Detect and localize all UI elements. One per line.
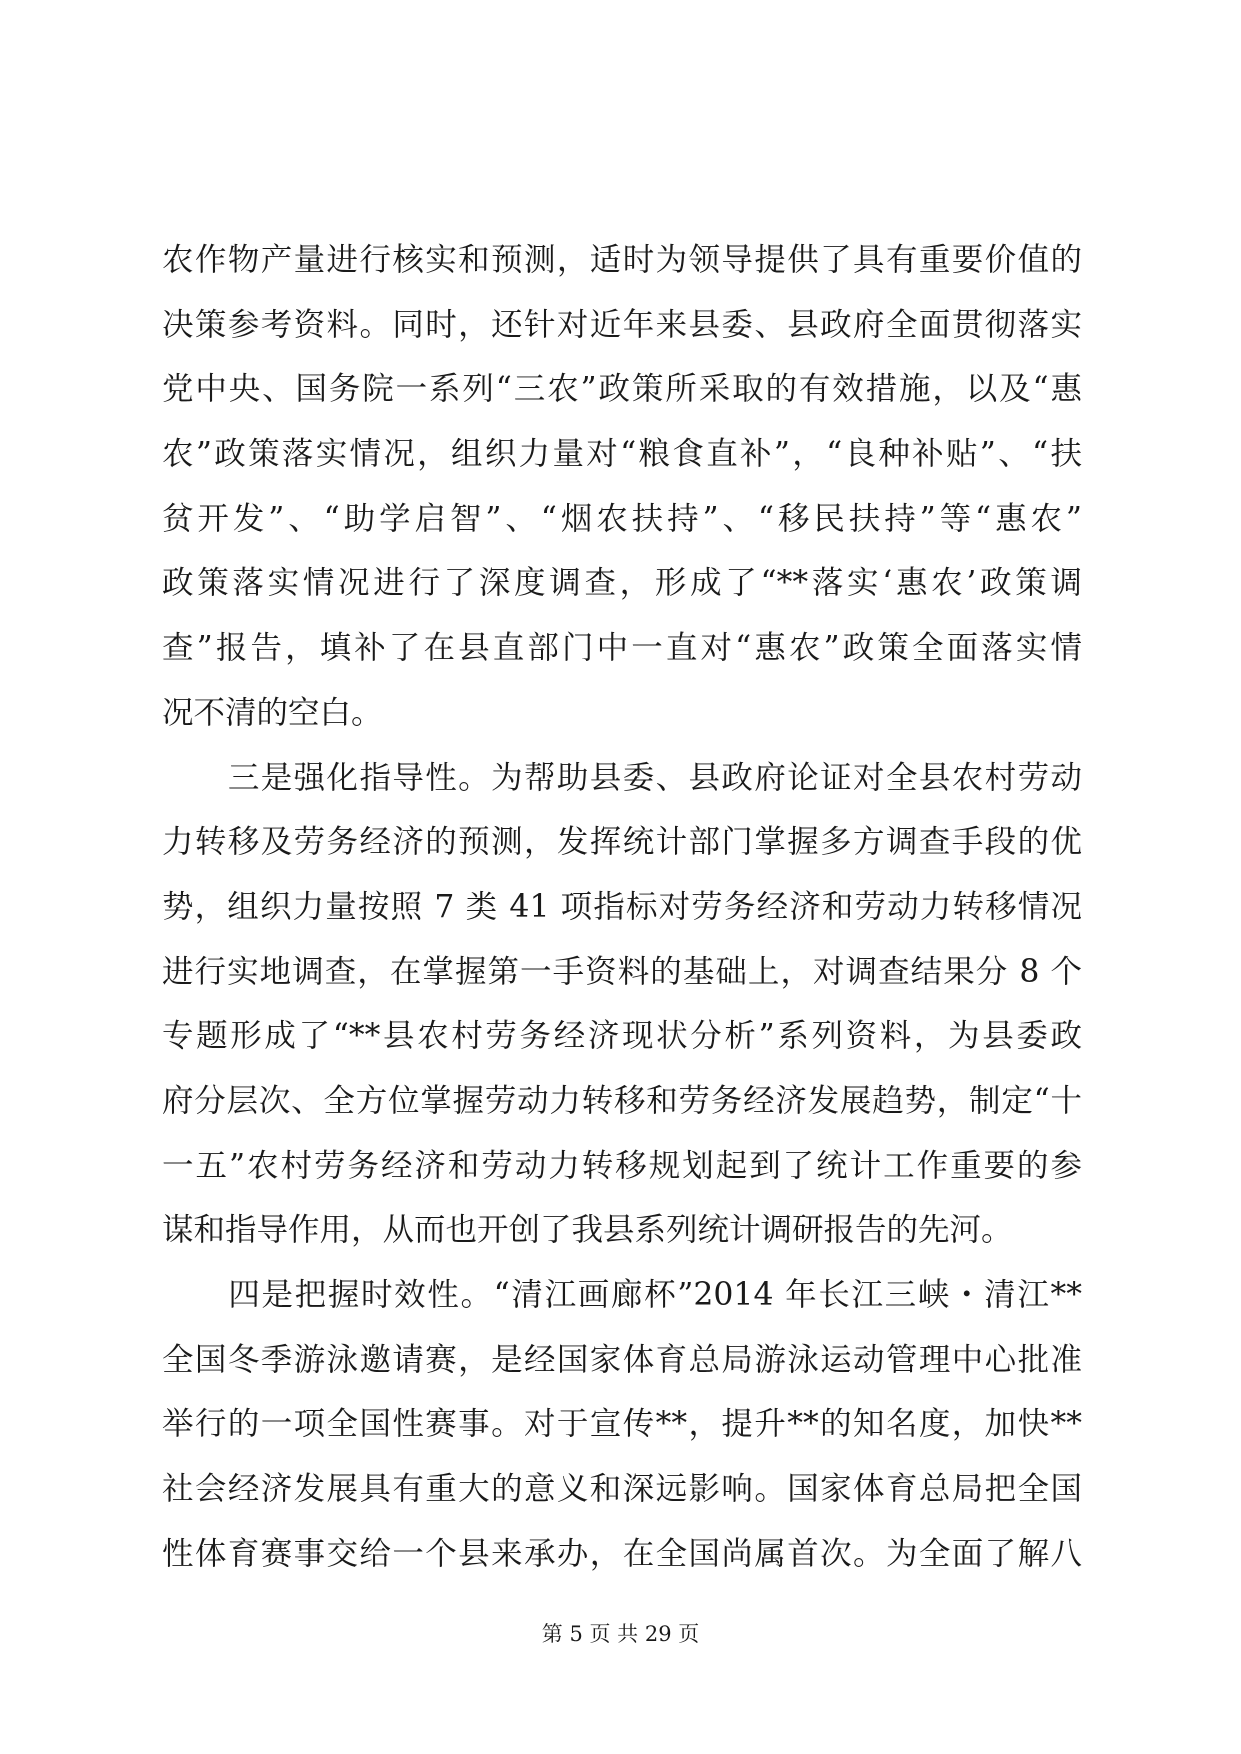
text-line: 农作物产量进行核实和预测，适时为领导提供了具有重要价值的 — [162, 242, 1082, 278]
text-line: 党中央、国务院一系列“三农”政策所采取的有效措施，以及“惠 — [162, 371, 1082, 408]
text-line: 决策参考资料。同时，还针对近年来县委、县政府全面贯彻落实 — [162, 306, 1082, 343]
text-line: 性体育赛事交给一个县来承办，在全国尚属首次。为全面了解八 — [162, 1535, 1082, 1572]
page-number-footer: 第 5 页 共 29 页 — [541, 1622, 700, 1646]
text-line: 专题形成了“**县农村劳务经济现状分析”系列资料，为县委政 — [162, 1018, 1082, 1055]
text-line: 力转移及劳务经济的预测，发挥统计部门掌握多方调查手段的优 — [162, 824, 1082, 861]
text-line: 举行的一项全国性赛事。对于宣传**，提升**的知名度，加快** — [162, 1406, 1082, 1443]
text-line: 政策落实情况进行了深度调查，形成了“**落实‘惠农’政策调 — [162, 565, 1082, 602]
text-line: 全国冬季游泳邀请赛，是经国家体育总局游泳运动管理中心批准 — [162, 1341, 1082, 1378]
text-line: 一五”农村劳务经济和劳动力转移规划起到了统计工作重要的参 — [162, 1147, 1082, 1184]
text-line: 进行实地调查，在掌握第一手资料的基础上，对调查结果分 8 个 — [162, 953, 1082, 990]
text-line: 谋和指导作用，从而也开创了我县系列统计调研报告的先河。 — [162, 1212, 1013, 1249]
text-line: 况不清的空白。 — [162, 694, 383, 731]
text-line: 贫开发”、“助学启智”、“烟农扶持”、“移民扶持”等“惠农” — [162, 500, 1082, 537]
text-line: 势，组织力量按照 7 类 41 项指标对劳务经济和劳动力转移情况 — [162, 888, 1082, 925]
body-text — [162, 228, 1082, 1586]
text-line: 查”报告，填补了在县直部门中一直对“惠农”政策全面落实情 — [162, 630, 1082, 667]
text-line: 四是把握时效性。“清江画廊杯”2014 年长江三峡・清江** — [162, 1277, 1082, 1313]
text-line: 三是强化指导性。为帮助县委、县政府论证对全县农村劳动 — [162, 759, 1082, 796]
text-line: 农”政策落实情况，组织力量对“粮食直补”，“良种补贴”、“扶 — [162, 436, 1082, 473]
text-line: 府分层次、全方位掌握劳动力转移和劳务经济发展趋势，制定“十 — [162, 1082, 1082, 1119]
text-line: 社会经济发展具有重大的意义和深远影响。国家体育总局把全国 — [162, 1471, 1082, 1508]
